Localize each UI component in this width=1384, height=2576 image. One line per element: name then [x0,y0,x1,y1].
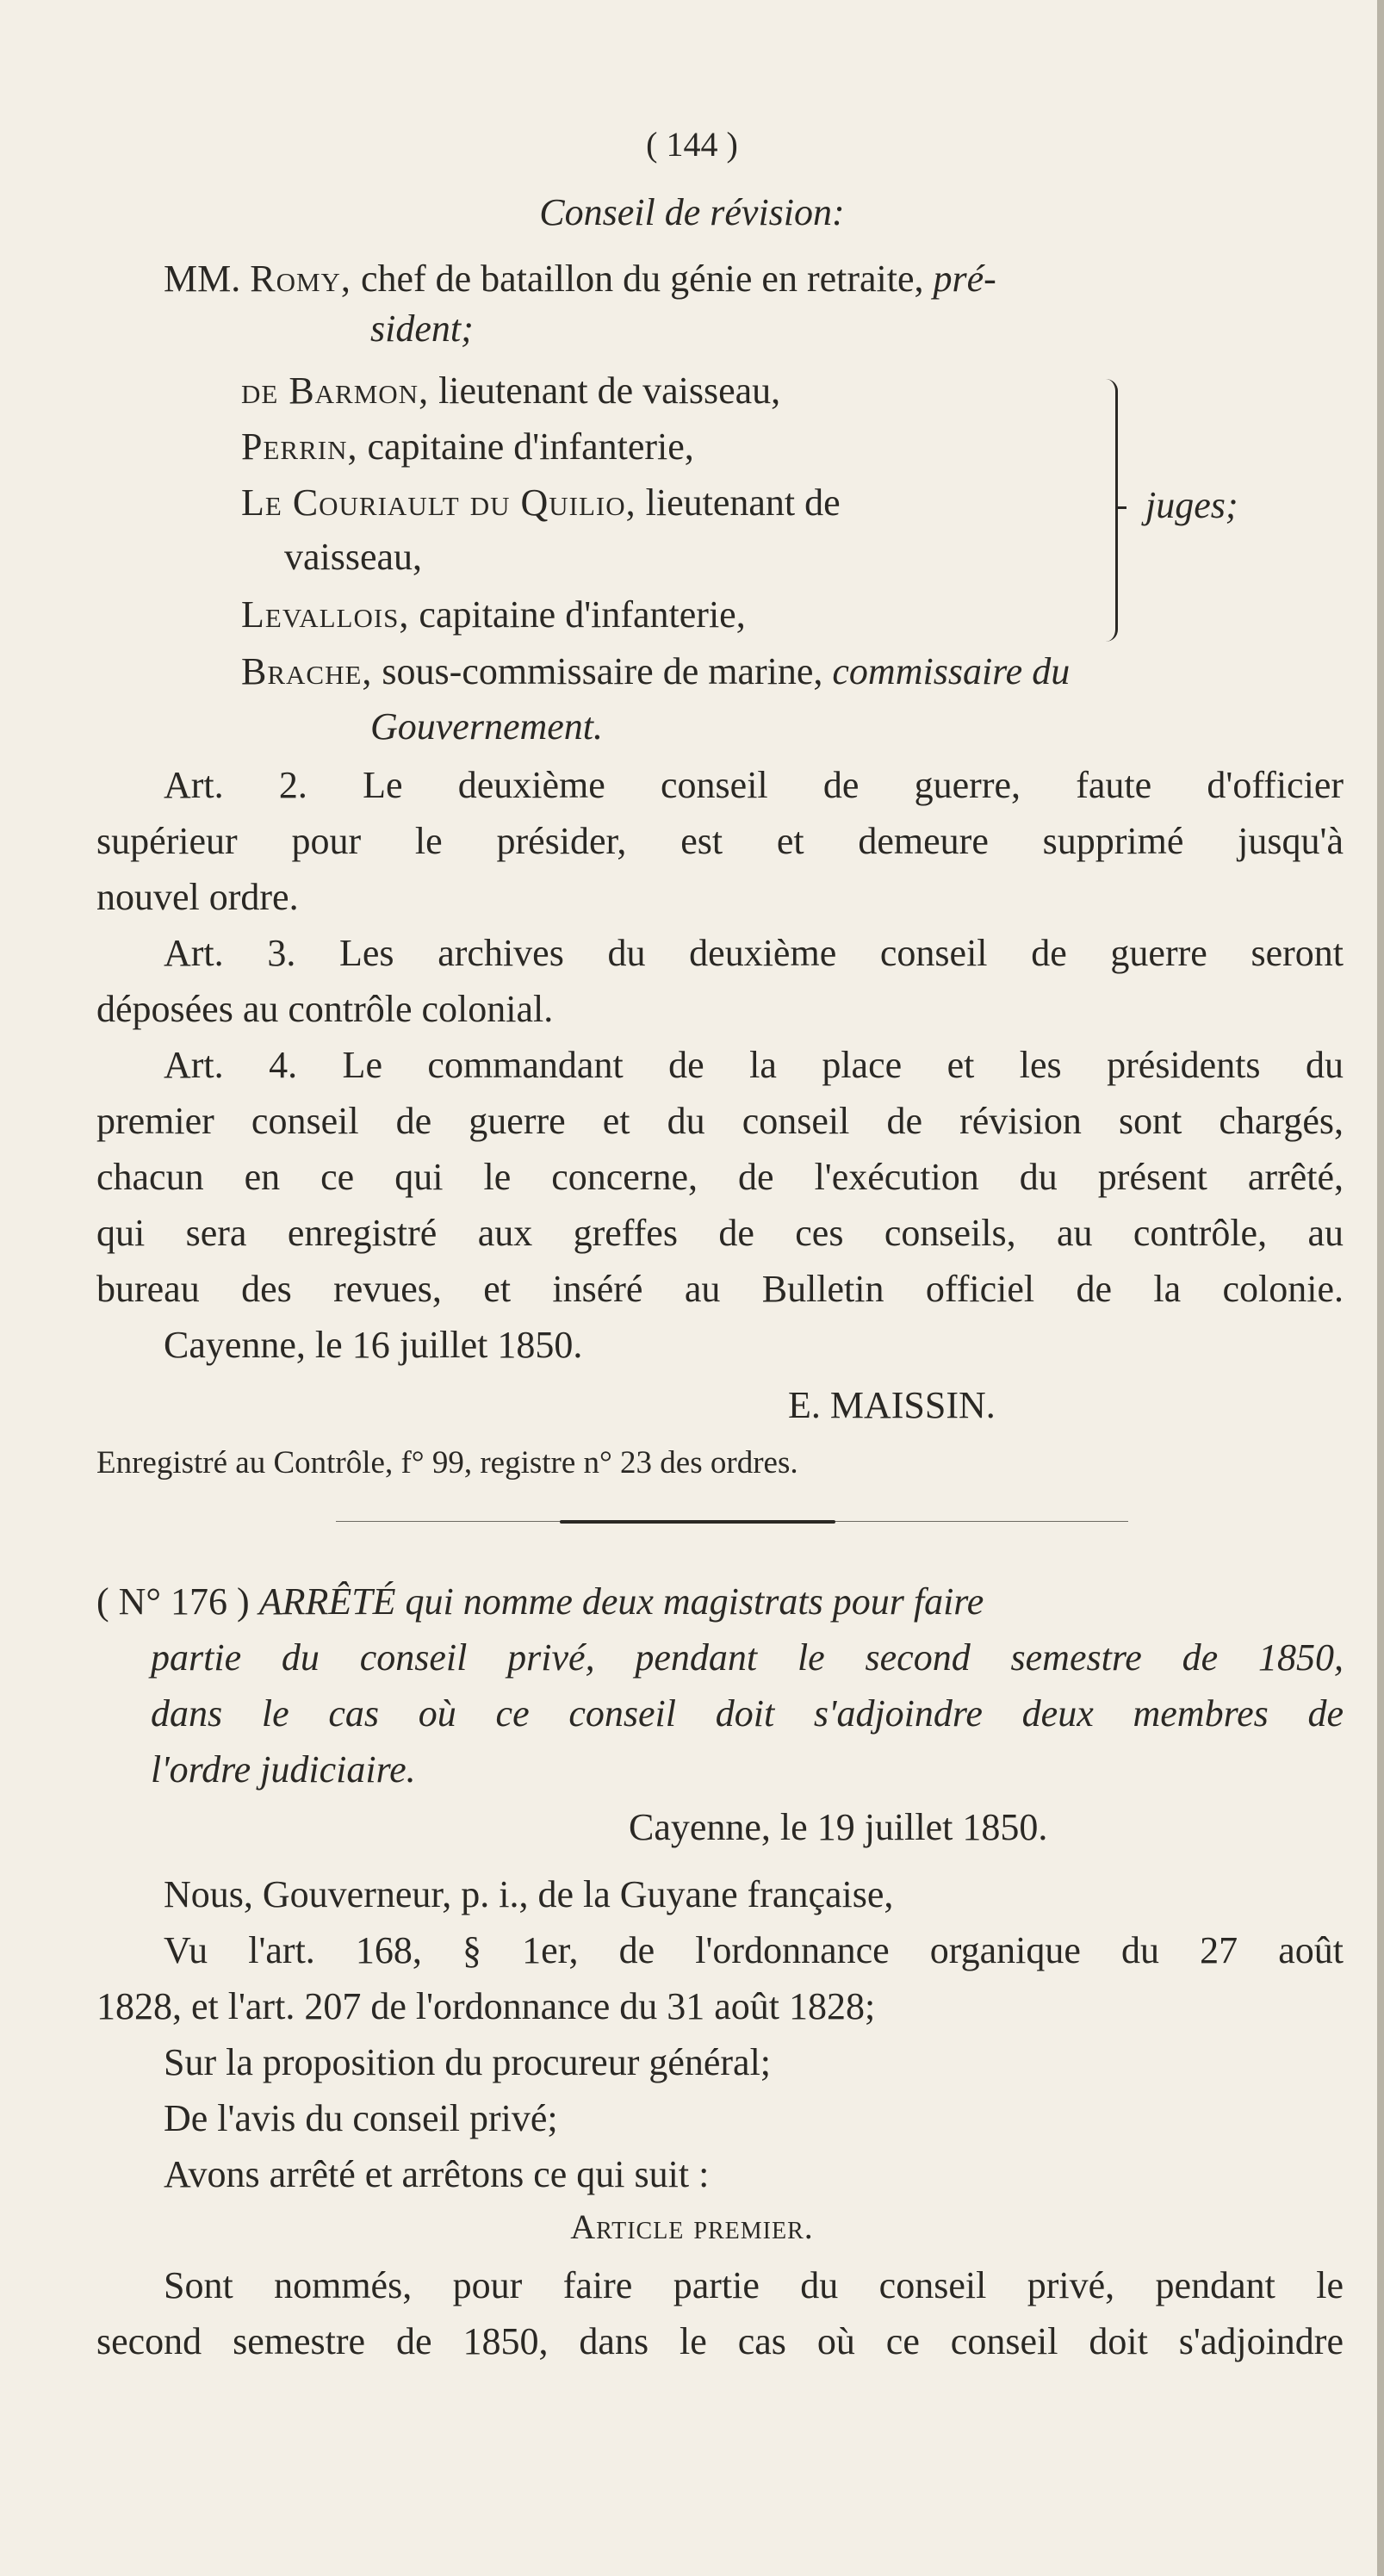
commissioner-line [241,650,1071,692]
decree-date: Cayenne, le 19 juillet 1850. [629,1806,1048,1848]
president-line [164,260,1326,298]
article-line: qui sera enregistré aux greffes de ces conseils, au contrôle, au [96,1212,1344,1254]
decree-title: ARRÊTÉ qui nomme deux magistrats pour faire [258,1580,984,1623]
judge-desc: lieutenant de [645,481,841,524]
article-line: déposées au contrôle colonial. [96,988,554,1030]
decree-article-line: second semestre de 1850, dans le cas où ce conseil doit s'adjoindre [96,2320,1344,2362]
commissioner-name: Brache, [241,650,373,692]
commissioner-desc: sous-commissaire de marine, [382,650,823,692]
judge-desc: capitaine d'infanterie, [419,593,746,636]
decree-title-line: dans le cas où ce conseil doit s'adjoindre deux membres de [151,1692,1344,1735]
decree-title-line: l'ordre judiciaire. [151,1748,416,1791]
page-number: ( 144 ) [646,125,738,164]
decree-body-line: Vu l'art. 168, § 1er, de l'ordonnance organique du 27 août [164,1929,1344,1971]
judges-brace [1098,379,1118,642]
article-line: nouvel ordre. [96,876,299,918]
decree-body-line: 1828, et l'art. 207 de l'ordonnance du 31 août 1828; [96,1985,876,2027]
article-line: chacun en ce qui le concerne, de l'exécution du présent arrêté, [96,1156,1344,1198]
judge-name: de Barmon, [241,369,430,412]
section-divider [336,1520,1128,1524]
president-prefix: MM. [164,258,241,300]
president-role: pré- [933,258,996,300]
article-line: supérieur pour le présider, est et demeure supprimé jusqu'à [96,820,1344,862]
judge-name: Perrin, [241,425,358,468]
commissioner-role: commissaire du [832,650,1071,692]
decree-number: ( N° 176 ) [96,1580,250,1623]
judge-desc-continued: vaisseau, [284,536,423,578]
article-line: premier conseil de guerre et du conseil de révision sont chargés, [96,1100,1344,1142]
judge-line [241,481,841,524]
article-heading: Article premier. [570,2207,814,2246]
closing-date: Cayenne, le 16 juillet 1850. [164,1324,583,1366]
judge-line [241,593,746,636]
judge-line [241,425,694,468]
decree-body-line: Sur la proposition du procureur général; [164,2041,772,2083]
article-line: Art. 3. Les archives du deuxième conseil de guerre seront [164,932,1344,974]
decree-title-line [96,1580,1344,1623]
section-title: Conseil de révision: [539,191,845,233]
decree-article-line: Sont nommés, pour faire partie du conseil privé, pendant le [164,2264,1344,2306]
signature: E. MAISSIN. [788,1384,996,1426]
judge-name: Le Couriault du Quilio, [241,481,636,524]
judges-role: juges; [1145,484,1238,526]
judge-line [241,369,781,412]
commissioner-role-continued: Gouvernement. [370,705,604,748]
president-name: Romy, [250,258,351,300]
judge-name: Levallois, [241,593,410,636]
decree-title-line: partie du conseil privé, pendant le second semestre de 1850, [151,1636,1344,1679]
judge-desc: capitaine d'infanterie, [367,425,694,468]
president-desc: chef de bataillon du génie en retraite, [360,258,924,300]
article-line: Art. 4. Le commandant de la place et les présidents du [164,1044,1344,1086]
president-role-continued: sident; [370,307,474,350]
article-line: Art. 2. Le deuxième conseil de guerre, faute d'officier [164,764,1344,806]
decree-body-line: De l'avis du conseil privé; [164,2097,558,2139]
judge-desc: lieutenant de vaisseau, [438,369,781,412]
decree-body-line: Avons arrêté et arrêtons ce qui suit : [164,2153,710,2195]
registration-note: Enregistré au Contrôle, f° 99, registre n° 23 des ordres. [96,1445,798,1480]
decree-body-line: Nous, Gouverneur, p. i., de la Guyane française, [164,1873,894,1915]
article-line: bureau des revues, et inséré au Bulletin officiel de la colonie. [96,1268,1344,1310]
page-edge-shadow [1377,0,1384,2576]
divider-thick-line [560,1520,835,1524]
judges-brace-tip [1116,506,1126,509]
